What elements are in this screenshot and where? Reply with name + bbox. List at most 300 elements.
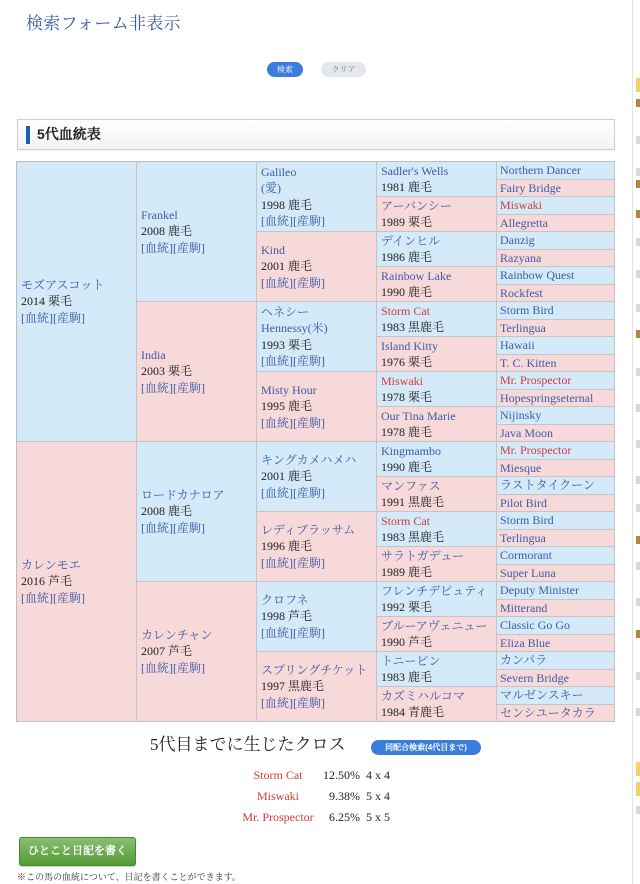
cross-percent: 12.50% <box>323 768 360 782</box>
horse-name-line <box>500 197 542 213</box>
horse-name-line <box>500 267 574 283</box>
horse-birth-year-coat: 1996 鹿毛 <box>261 539 313 554</box>
blood-link[interactable]: 血統 <box>265 555 290 570</box>
pedigree-links <box>261 625 325 642</box>
horse-entry <box>381 233 440 266</box>
bracket-close: ] <box>201 380 206 395</box>
horse-name-link[interactable]: Hawaii <box>500 338 535 353</box>
horse-entry <box>500 512 554 528</box>
horse-entry <box>500 652 547 668</box>
bracket-close: ] <box>169 660 174 675</box>
horse-name-line <box>261 592 325 609</box>
horse-entry <box>500 407 541 423</box>
horse-entry <box>381 303 444 336</box>
horse-entry <box>500 355 556 371</box>
sire-cell <box>137 162 257 302</box>
cross-row <box>0 765 620 786</box>
horse-name-link[interactable]: Super Luna <box>500 565 556 580</box>
horse-birth-year-coat: 1990 鹿毛 <box>381 285 433 299</box>
horse-entry <box>261 662 367 712</box>
horse-name-link[interactable]: Storm Bird <box>500 303 554 318</box>
sidebar-fragment <box>636 708 640 716</box>
bracket-open: [ <box>141 520 145 535</box>
horse-entry <box>500 180 561 196</box>
horse-name-link[interactable]: カレンモエ <box>21 557 81 572</box>
bracket-open: [ <box>173 240 178 255</box>
sire-cell <box>257 582 377 652</box>
horse-entry <box>261 522 355 572</box>
bracket-close: ] <box>321 555 326 570</box>
horse-name-line <box>500 320 546 336</box>
horse-entry <box>500 250 541 266</box>
sidebar-fragment <box>636 562 640 570</box>
horse-name-link[interactable]: T. C. Kitten <box>500 355 557 370</box>
offspring-link[interactable]: 産駒 <box>297 485 322 500</box>
horse-birth-year-coat: 1990 芦毛 <box>381 635 433 649</box>
dam-cell <box>497 355 615 373</box>
horse-entry <box>261 304 328 370</box>
offspring-link[interactable]: 産駒 <box>57 310 82 325</box>
horse-name-link[interactable]: Rainbow Quest <box>500 268 575 283</box>
sire-cell <box>377 302 497 337</box>
horse-name-line <box>500 617 570 633</box>
horse-birth-year-coat: 2003 栗毛 <box>141 364 193 379</box>
horse-name-line <box>500 547 552 563</box>
offspring-link[interactable]: 産駒 <box>297 695 322 710</box>
bracket-open: [ <box>261 695 265 710</box>
cross-row <box>0 786 620 807</box>
horse-name-link[interactable]: ヘネシー <box>261 304 310 319</box>
horse-name-link[interactable]: Terlingua <box>500 530 546 545</box>
horse-name-link[interactable]: スプリングチケット <box>261 662 368 677</box>
horse-name-link[interactable]: Storm Cat <box>381 513 431 528</box>
bracket-open: [ <box>293 214 298 228</box>
clear-button[interactable]: クリア <box>321 62 366 77</box>
bracket-close: ] <box>321 354 326 368</box>
bracket-open: [ <box>293 695 298 710</box>
sire-cell <box>257 162 377 232</box>
horse-entry <box>381 583 487 616</box>
horse-name-link[interactable]: Hopespringseternal <box>500 390 594 405</box>
blood-link[interactable]: 血統 <box>265 214 290 228</box>
horse-name-link[interactable]: サラトガデュー <box>381 548 465 563</box>
sidebar-fragment <box>636 782 640 796</box>
pedigree-links <box>141 380 205 397</box>
horse-name-link[interactable]: Miesque <box>500 460 542 475</box>
horse-name-link[interactable]: センシユータカラ <box>500 705 596 720</box>
bracket-close: ] <box>289 415 294 430</box>
blood-link[interactable]: 血統 <box>145 240 170 255</box>
horse-name-link[interactable]: Miswaki <box>500 198 542 213</box>
cross-pattern: 5 x 4 <box>366 789 390 803</box>
horse-entry <box>500 372 571 388</box>
sire-cell <box>377 652 497 687</box>
horse-name-line <box>500 670 569 686</box>
horse-name-line <box>500 600 547 616</box>
horse-name-line <box>21 277 104 294</box>
sire-cell <box>377 372 497 407</box>
horse-name-line <box>141 207 205 224</box>
horse-name-link[interactable]: Mitterand <box>500 600 548 615</box>
horse-name-link[interactable]: Storm Bird <box>500 513 554 528</box>
offspring-link[interactable]: 産駒 <box>297 625 322 640</box>
pedigree-links <box>261 353 328 370</box>
horse-name-link[interactable]: Mr. Prospector <box>500 443 572 458</box>
offspring-link[interactable]: 産駒 <box>297 275 322 290</box>
horse-name-link[interactable]: Nijinsky <box>500 408 542 423</box>
blood-link[interactable]: 血統 <box>145 380 170 395</box>
horse-birth-year-coat: 1983 黒鹿毛 <box>381 320 445 334</box>
horse-name-link[interactable]: ロードカナロア <box>141 487 225 502</box>
sire-cell <box>497 197 615 215</box>
horse-birth-year-coat: 1997 黒鹿毛 <box>261 679 325 694</box>
horse-entry <box>500 565 556 581</box>
sidebar-fragment <box>636 440 640 448</box>
horse-name-link[interactable]: Galileo <box>261 164 297 179</box>
horse-entry <box>500 215 548 231</box>
horse-name-link[interactable]: Deputy Minister <box>500 583 579 598</box>
horse-name-link[interactable]: レディブラッサム <box>261 522 356 537</box>
blood-link[interactable]: 血統 <box>265 354 290 368</box>
offspring-link[interactable]: 産駒 <box>297 415 322 430</box>
bracket-open: [ <box>261 555 265 570</box>
horse-entry <box>500 495 547 511</box>
horse-name-link[interactable]: カンパラ <box>500 653 548 668</box>
dam-cell <box>377 477 497 512</box>
blood-link[interactable]: 血統 <box>265 485 290 500</box>
offspring-link[interactable]: 産駒 <box>177 520 202 535</box>
bracket-open: [ <box>261 485 265 500</box>
bracket-open: [ <box>261 275 265 290</box>
horse-name-link[interactable]: Fairy Bridge <box>500 180 561 195</box>
blood-link[interactable]: 血統 <box>265 625 290 640</box>
sire-cell <box>497 302 615 320</box>
sidebar-fragment <box>636 78 640 92</box>
sire-cell <box>497 407 615 425</box>
search-form-toggle-link[interactable]: 検索フォーム非表示 <box>26 14 181 33</box>
same-mating-search-button[interactable]: 同配合検索(4代目まで) <box>371 740 481 755</box>
horse-entry <box>500 705 596 721</box>
offspring-link[interactable]: 産駒 <box>177 240 202 255</box>
offspring-link[interactable]: 産駒 <box>177 660 202 675</box>
horse-birth-year-coat: 1986 鹿毛 <box>381 250 433 264</box>
horse-name-link[interactable]: Storm Cat <box>381 303 431 318</box>
sire-cell <box>497 687 615 705</box>
horse-name-line <box>381 548 464 565</box>
horse-name-link[interactable]: Cormorant <box>500 548 552 563</box>
pedigree-links <box>141 660 212 677</box>
horse-birth-year-coat: 1991 黒鹿毛 <box>381 495 445 509</box>
sire-cell <box>137 442 257 582</box>
blood-link[interactable]: 血統 <box>265 415 290 430</box>
horse-entry <box>381 618 487 651</box>
sidebar-fragment <box>636 476 640 484</box>
horse-name-link[interactable]: Island Kitty <box>381 338 438 353</box>
horse-birth-year-coat: 1981 鹿毛 <box>381 180 433 194</box>
sidebar-fragment <box>636 598 640 606</box>
horse-entry <box>261 164 325 230</box>
blood-link[interactable]: 血統 <box>25 590 50 605</box>
write-diary-button[interactable]: ひとこと日記を書く <box>19 837 136 866</box>
pedigree-links <box>261 213 325 230</box>
bracket-close: ] <box>289 555 294 570</box>
sidebar-fragment <box>636 180 640 188</box>
sidebar-fragment <box>636 330 640 338</box>
offspring-link[interactable]: 産駒 <box>297 555 322 570</box>
offspring-link[interactable]: 産駒 <box>297 354 322 368</box>
horse-name-link[interactable]: Severn Bridge <box>500 670 569 685</box>
horse-name-line <box>500 477 595 493</box>
horse-birth-year-coat: 2001 鹿毛 <box>261 259 313 274</box>
horse-name-line <box>381 618 487 635</box>
bracket-open: [ <box>21 590 25 605</box>
horse-name-line <box>381 338 438 355</box>
sidebar-fragment <box>636 672 640 680</box>
horse-name-line <box>500 460 541 476</box>
blood-link[interactable]: 血統 <box>145 660 170 675</box>
horse-name-link[interactable]: Our Tina Marie <box>381 408 456 423</box>
horse-entry <box>381 478 444 511</box>
horse-birth-year-coat: 1995 鹿毛 <box>261 399 313 414</box>
bracket-open: [ <box>261 354 265 368</box>
horse-name-link[interactable]: Miswaki <box>381 373 423 388</box>
horse-name-link[interactable]: Java Moon <box>500 425 553 440</box>
horse-birth-year-coat: 2014 栗毛 <box>21 294 73 309</box>
horse-name-line <box>500 180 561 196</box>
horse-name-line <box>261 522 355 539</box>
pedigree-links <box>261 485 356 502</box>
horse-name-link[interactable]: Kind <box>261 242 285 257</box>
bracket-open: [ <box>141 380 145 395</box>
cross-percent: 6.25% <box>329 810 360 824</box>
horse-alt-name-line <box>261 180 325 197</box>
bracket-close: ] <box>321 275 326 290</box>
horse-name-link[interactable]: Misty Hour <box>261 382 317 397</box>
horse-name-line <box>261 242 325 259</box>
dam-cell <box>377 547 497 582</box>
horse-name-line <box>381 443 441 460</box>
horse-entry <box>21 277 104 327</box>
horse-alt-name-link[interactable]: Hennessy(米) <box>261 321 328 335</box>
bracket-close: ] <box>169 520 174 535</box>
horse-name-link[interactable]: フレンチデピュティ <box>381 583 488 598</box>
sire-cell <box>497 267 615 285</box>
horse-name-line <box>381 268 451 285</box>
bracket-open: [ <box>141 660 145 675</box>
horse-name-link[interactable]: Rockfest <box>500 285 543 300</box>
horse-birth-year-coat: 1998 鹿毛 <box>261 197 313 212</box>
horse-name-line <box>500 705 596 721</box>
bracket-close: ] <box>201 520 206 535</box>
horse-name-link[interactable]: Terlingua <box>500 320 546 335</box>
horse-birth-year-coat: 2008 鹿毛 <box>141 504 193 519</box>
horse-entry <box>500 635 550 651</box>
bracket-close: ] <box>289 695 294 710</box>
horse-entry <box>381 408 456 441</box>
horse-entry <box>500 320 546 336</box>
cross-horse-link[interactable]: Mr. Prospector <box>242 810 314 824</box>
horse-name-line <box>381 303 444 320</box>
offspring-link[interactable]: 産駒 <box>57 590 82 605</box>
cross-pattern: 4 x 4 <box>366 768 390 782</box>
bracket-close: ] <box>201 240 206 255</box>
horse-entry <box>500 477 595 493</box>
bracket-close: ] <box>81 590 86 605</box>
blood-link[interactable]: 血統 <box>265 275 290 290</box>
bracket-open: [ <box>293 275 298 290</box>
horse-name-link[interactable]: デインヒル <box>381 233 441 248</box>
dam-cell <box>377 617 497 652</box>
horse-name-link[interactable]: Frankel <box>141 207 178 222</box>
section-accent-bar <box>26 126 30 144</box>
horse-birth-year-coat: 1989 栗毛 <box>381 215 433 229</box>
horse-name-line <box>141 347 205 364</box>
cross-section-title: 5代目までに生じたクロス <box>150 735 346 754</box>
horse-name-link[interactable]: Mr. Prospector <box>500 373 572 388</box>
cross-horse-link[interactable]: Miswaki <box>257 789 299 803</box>
dam-cell <box>137 302 257 442</box>
sire-cell <box>497 582 615 600</box>
horse-entry <box>500 337 535 353</box>
horse-name-link[interactable]: Northern Dancer <box>500 163 581 178</box>
horse-entry <box>500 425 553 441</box>
horse-name-link[interactable]: Eliza Blue <box>500 635 551 650</box>
sire-cell <box>497 162 615 180</box>
dam-cell <box>497 320 615 338</box>
sidebar-fragment <box>636 368 640 376</box>
horse-name-link[interactable]: Kingmambo <box>381 443 441 458</box>
search-button[interactable]: 検索 <box>267 62 303 77</box>
horse-birth-year-coat: 1983 黒鹿毛 <box>381 530 445 544</box>
horse-entry <box>141 207 205 257</box>
horse-entry <box>381 373 432 406</box>
horse-name-link[interactable]: トニービン <box>381 653 441 668</box>
offspring-link[interactable]: 産駒 <box>297 214 322 228</box>
dam-cell <box>497 460 615 478</box>
horse-name-link[interactable]: Razyana <box>500 250 542 265</box>
horse-name-link[interactable]: India <box>141 347 166 362</box>
dam-cell <box>17 442 137 722</box>
dam-cell <box>497 425 615 443</box>
sidebar-fragment <box>636 762 640 776</box>
cross-horse-link[interactable]: Storm Cat <box>253 768 303 782</box>
horse-name-link[interactable]: カズミハルコマ <box>381 688 466 703</box>
dam-cell <box>497 600 615 618</box>
horse-name-link[interactable]: モズアスコット <box>21 277 105 292</box>
horse-name-link[interactable]: キングカメハメハ <box>261 452 357 467</box>
bracket-open: [ <box>141 240 145 255</box>
blood-link[interactable]: 血統 <box>265 695 290 710</box>
horse-name-line <box>500 530 546 546</box>
dam-cell <box>257 512 377 582</box>
horse-name-line <box>500 495 547 511</box>
bracket-open: [ <box>173 520 178 535</box>
dam-cell <box>257 232 377 302</box>
section-title: 5代血統表 <box>37 126 101 142</box>
horse-name-link[interactable]: カレンチャン <box>141 627 213 642</box>
horse-name-line <box>500 512 554 528</box>
horse-entry <box>381 548 464 581</box>
horse-entry <box>381 268 451 301</box>
horse-name-link[interactable]: マンファス <box>381 478 441 493</box>
bracket-open: [ <box>293 485 298 500</box>
sidebar-fragment <box>636 304 640 312</box>
horse-name-line <box>381 688 465 705</box>
horse-name-link[interactable]: ラストタイクーン <box>500 478 595 493</box>
horse-name-line <box>500 390 593 406</box>
horse-name-line <box>500 565 556 581</box>
horse-entry <box>261 242 325 292</box>
horse-entry <box>500 197 542 213</box>
blood-link[interactable]: 血統 <box>25 310 50 325</box>
horse-name-link[interactable]: Sadler's Wells <box>381 163 449 178</box>
horse-name-link[interactable]: クロフネ <box>261 592 309 607</box>
horse-name-link[interactable]: Danzig <box>500 233 535 248</box>
horse-entry <box>500 547 552 563</box>
pedigree-table <box>16 161 615 722</box>
horse-name-line <box>500 250 541 266</box>
horse-entry <box>500 162 581 178</box>
horse-name-line <box>381 583 487 600</box>
horse-entry <box>381 198 452 231</box>
bracket-close: ] <box>81 310 86 325</box>
horse-name-link[interactable]: ブルーアヴェニュー <box>381 618 488 633</box>
sidebar-fragment <box>636 630 640 638</box>
horse-name-line <box>500 285 543 301</box>
horse-name-link[interactable]: Rainbow Lake <box>381 268 452 283</box>
horse-name-link[interactable]: Classic Go Go <box>500 618 570 633</box>
sire-cell <box>497 512 615 530</box>
horse-name-link[interactable]: マルゼンスキー <box>500 688 584 703</box>
dam-cell <box>377 337 497 372</box>
horse-entry <box>500 582 579 598</box>
sidebar-fragment <box>636 270 640 278</box>
bracket-close: ] <box>321 485 326 500</box>
horse-entry <box>500 687 584 703</box>
bracket-open: [ <box>261 625 265 640</box>
horse-name-line <box>500 635 550 651</box>
horse-name-line <box>261 382 325 399</box>
horse-birth-year-coat: 1983 鹿毛 <box>381 670 433 684</box>
sidebar-fragment <box>636 210 640 218</box>
dam-cell <box>497 670 615 688</box>
bracket-open: [ <box>173 380 178 395</box>
sire-cell <box>377 512 497 547</box>
dam-cell <box>137 582 257 722</box>
horse-name-link[interactable]: アーバンシー <box>381 198 452 213</box>
bracket-open: [ <box>293 625 298 640</box>
horse-name-link[interactable]: Allegretta <box>500 215 548 230</box>
offspring-link[interactable]: 産駒 <box>177 380 202 395</box>
horse-name-line <box>381 163 448 180</box>
dam-cell <box>377 407 497 442</box>
horse-name-line <box>500 582 579 598</box>
bracket-open: [ <box>261 214 265 228</box>
horse-alt-name-link[interactable]: (愛) <box>261 181 281 195</box>
sire-cell <box>497 372 615 390</box>
horse-name-link[interactable]: Pilot Bird <box>500 495 548 510</box>
blood-link[interactable]: 血統 <box>145 520 170 535</box>
horse-entry <box>500 600 547 616</box>
horse-name-line <box>381 513 444 530</box>
sidebar-partial <box>632 0 640 884</box>
horse-entry <box>381 653 441 686</box>
bracket-close: ] <box>321 695 326 710</box>
bracket-open: [ <box>173 660 178 675</box>
sidebar-fragment <box>636 504 640 512</box>
horse-entry <box>500 302 554 318</box>
horse-name-line <box>500 337 535 353</box>
